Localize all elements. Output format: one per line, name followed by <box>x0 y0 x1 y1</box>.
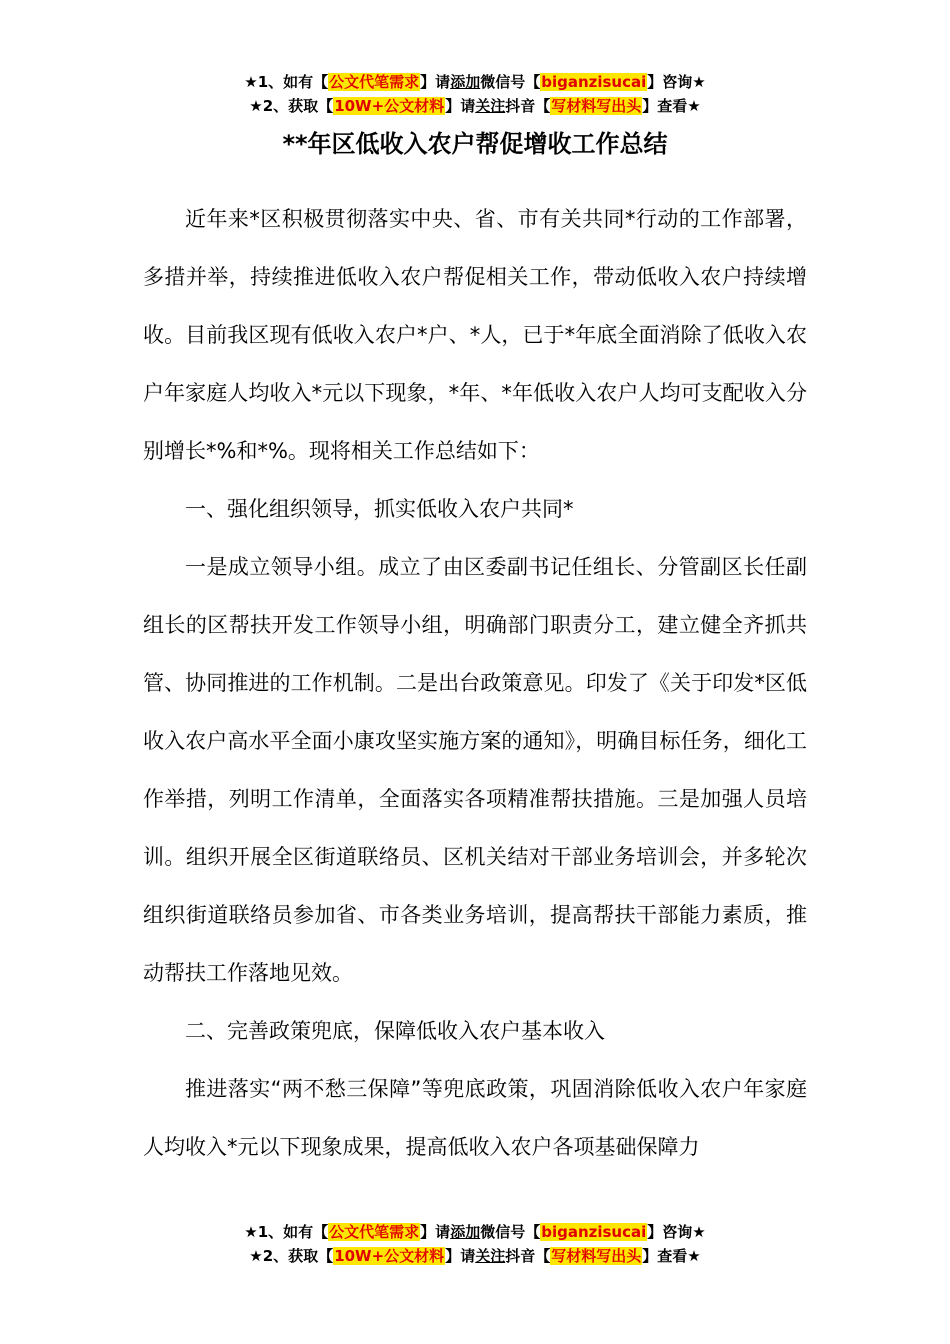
banner-highlight: 公文代笔需求 <box>329 1223 420 1241</box>
paragraph-section-2: 推进落实“两不愁三保障”等兜底政策，巩固消除低收入农户年家庭人均收入*元以下现象成果，提高低收入农户各项基础保障力 <box>143 1077 807 1159</box>
banner-text: 】咨询★ <box>647 73 706 91</box>
banner-underline: 添加 <box>450 73 481 91</box>
banner-text: 】咨询★ <box>647 1223 706 1241</box>
document-body <box>143 190 807 1176</box>
paragraph-intro: 近年来*区积极贯彻落实中央、省、市有关共同*行动的工作部署，多措并举，持续推进低收入农户帮促相关工作，带动低收入农户持续增收。目前我区现有低收入农户*户、*人，已于*年底全面消除了低收入农户年家庭人均收入*元以下现象，*年、*年低收入农户人均可支配收入分别增长*%和*%。现将相关工作总结如下： <box>143 207 807 463</box>
banner-highlight: 10W+公文材料 <box>334 1247 445 1265</box>
banner-text: 】请 <box>420 73 451 91</box>
banner-text: 】请 <box>420 1223 451 1241</box>
banner-highlight: 公文代笔需求 <box>329 73 420 91</box>
banner-text: 】查看★ <box>642 1247 701 1265</box>
section-heading-2: 二、完善政策兜底，保障低收入农户基本收入 <box>185 1019 605 1043</box>
banner-text: 微信号【 <box>480 1223 541 1241</box>
paragraph-section-1: 一是成立领导小组。成立了由区委副书记任组长、分管副区长任副组长的区帮扶开发工作领导小组，明确部门职责分工，建立健全齐抓共管、协同推进的工作机制。二是出台政策意见。印发了《关于印发*区低收入农户高水平全面小康攻坚实施方案的通知》，明确目标任务，细化工作举措，列明工作清单，全面落实各项精准帮扶措施。三是加强人员培训。组织开展全区街道联络员、区机关结对干部业务培训会，并多轮次组织街道联络员参加省、市各类业务培训，提高帮扶干部能力素质，推动帮扶工作落地见效。 <box>143 555 807 985</box>
section-heading-1: 一、强化组织领导，抓实低收入农户共同* <box>185 497 574 521</box>
banner-line-1 <box>0 70 950 94</box>
footer-banner <box>0 1220 950 1268</box>
banner-text: 】请 <box>445 1247 476 1265</box>
banner-underline: 关注 <box>475 97 506 115</box>
banner-text: ★1、如有【 <box>244 1223 329 1241</box>
banner-underline: 关注 <box>475 1247 506 1265</box>
banner-line-2 <box>0 1244 950 1268</box>
banner-highlight: biganzisucai <box>541 73 647 91</box>
banner-line-2 <box>0 94 950 118</box>
banner-line-1 <box>0 1220 950 1244</box>
banner-highlight: 10W+公文材料 <box>334 97 445 115</box>
banner-highlight: biganzisucai <box>541 1223 647 1241</box>
document-title: **年区低收入农户帮促增收工作总结 <box>282 130 668 158</box>
header-banner <box>0 70 950 118</box>
banner-text: 】请 <box>445 97 476 115</box>
banner-text: 抖音【 <box>505 1247 551 1265</box>
banner-text: 抖音【 <box>505 97 551 115</box>
banner-underline: 添加 <box>450 1223 481 1241</box>
banner-text: 】查看★ <box>642 97 701 115</box>
banner-highlight: 写材料写出头 <box>551 1247 642 1265</box>
banner-text: ★1、如有【 <box>244 73 329 91</box>
banner-highlight: 写材料写出头 <box>551 97 642 115</box>
banner-text: 微信号【 <box>480 73 541 91</box>
banner-text: ★2、获取【 <box>249 97 334 115</box>
banner-text: ★2、获取【 <box>249 1247 334 1265</box>
